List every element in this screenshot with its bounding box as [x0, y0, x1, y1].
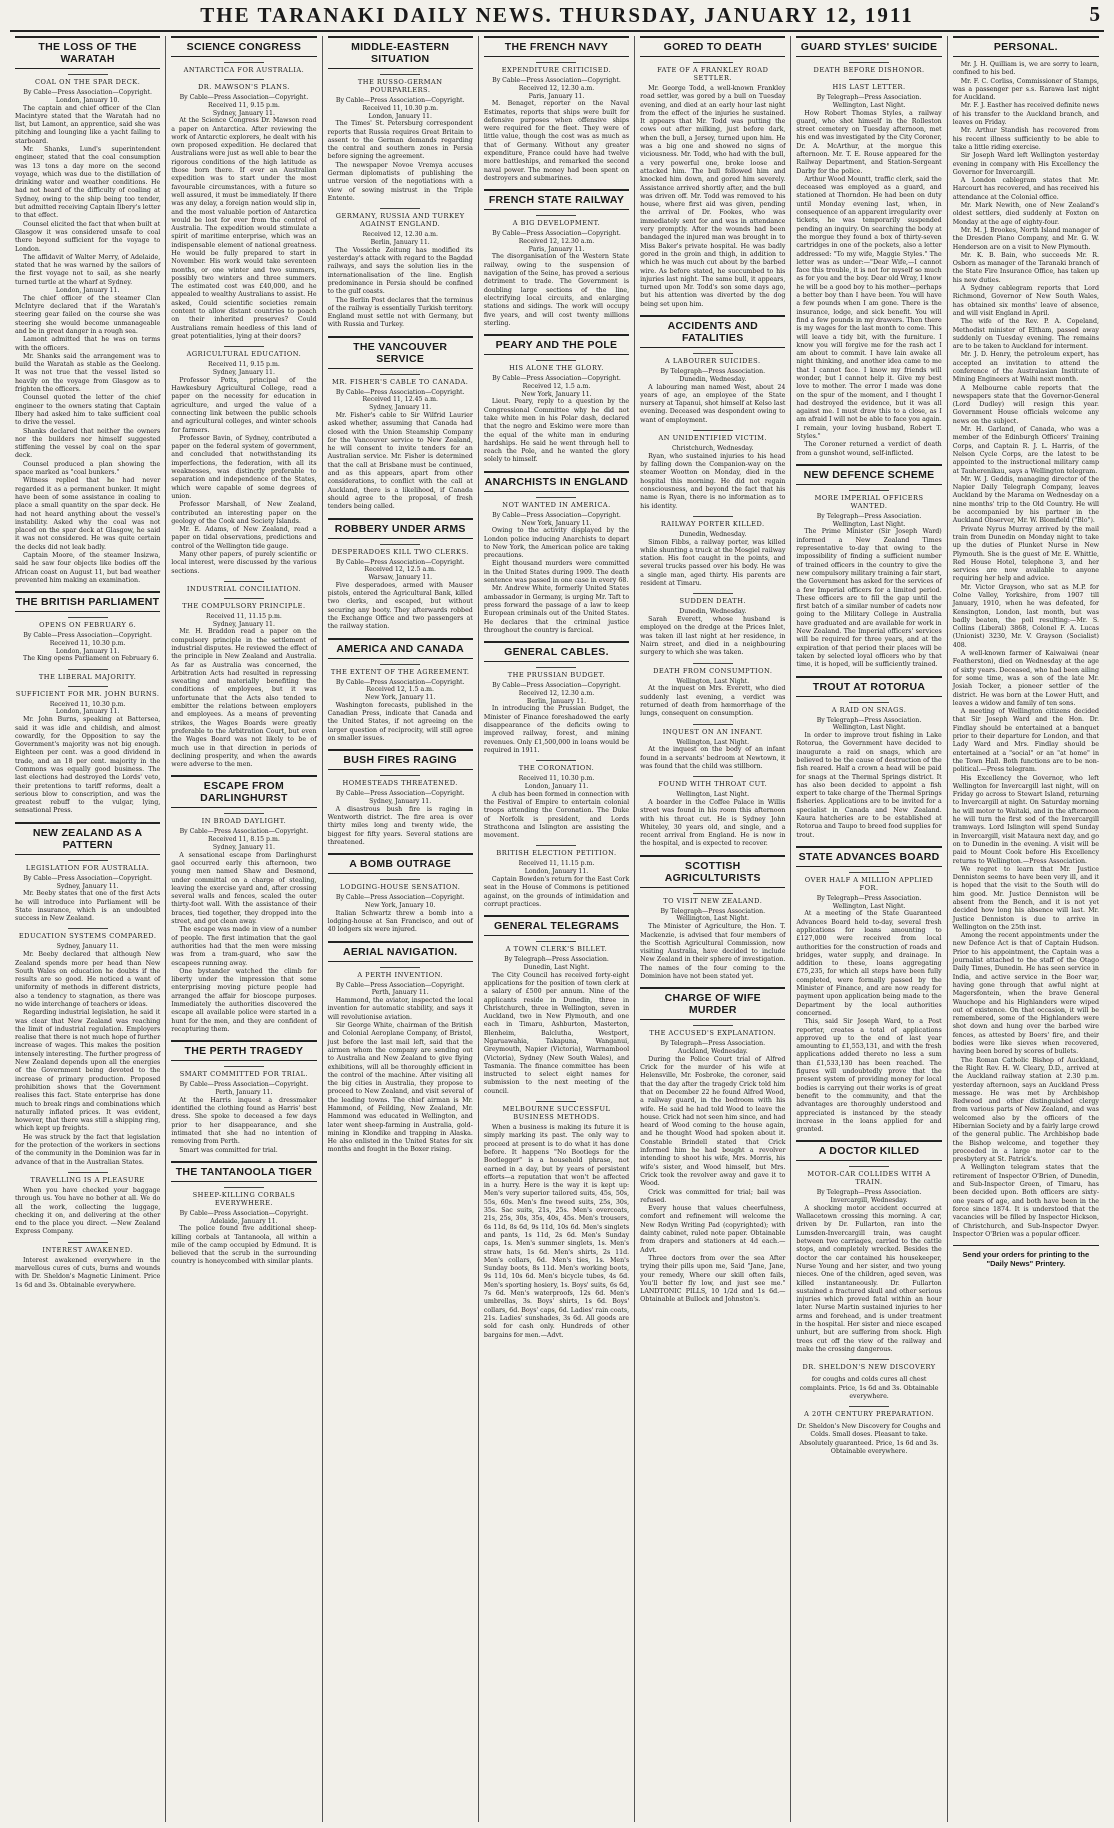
dateline: Christchurch, Wednesday.	[671, 445, 754, 452]
article-paragraph: A club has been formed in connection with the Festival of Empire to entertain colonial troops attending the Coronation. The Duke of Norfolk is president, and Lords Strathcona and Islington are assisting the movement.	[483, 790, 630, 840]
article-paragraph: Many other papers, of purely scientific or local interest, were discussed by the various sections.	[171, 551, 317, 575]
dateline: Sydney, January 11.	[212, 369, 275, 377]
dateline: By Cable—Press Association—Copyright.	[492, 77, 621, 84]
article-paragraph: At the inquest on Mrs. Everett, who died suddenly last evening, a verdict was returned of death from hæmorrhage of the lungs, consequent on consumption.	[640, 685, 786, 718]
article-subheading: AN UNIDENTIFIED VICTIM.	[640, 430, 785, 442]
article-subheading: SUFFICIENT FOR MR. JOHN BURNS.	[15, 686, 160, 698]
article-paragraph: Mr. Victor Grayson, who sat as M.P. for Colne Valley, Yorkshire, from 1907 till January, 1910, when he was defeated, for Kensington, London, last month, but was badly beaten, the poll resulting:—Mr. S. Collins (Liberal) 3868, Colonel F. A. Lucas (Unionist) 3230, Mr. V. Grayson (Socialist) 408.	[952, 583, 1099, 649]
article-paragraph: At the Science Congress Dr. Mawson read a paper on Antarctica. After reviewing the work of Antarctic explorers, he dealt with his own proposed expedition. He declared that Australians were just as well able to bear the rigorous conditions of the high latitude as those born there. If ever an Australian expedition was to start under the most favourable circumstances, with a future so well assured, it must be immediately. If there was any delay, a foreign nation would slip in, and the most valuable portion of Antarctica would be lost for ever from the control of Australia. The expedition would stimulate a spirit of maritime enterprise, which was an indispensable element of national greatness. He would be fully prepared to start in November. His work would take seventeen months, or one winter and two summers, possibly two winters and three summers. The estimated cost was £40,000, and he appealed to wealthy Australians to assist. He asked, Could scientific societies remain content to allow distant countries to poach on their inherited preserves? Could Australians remain heedless of this land of great potentialities, lying at their doors?	[171, 117, 317, 340]
article-paragraph: Eight thousand murders were committed in the United States during 1909. The death sentence was passed in one case in every 68.	[483, 560, 630, 585]
article-paragraph: The disorganisation of the Western State railway, owing to the suspension of navigation of the Seine, has proved a serious detriment to trade. The Government is doubling large sections of the line, electrifying local circuits, and enlarging stations and sidings. The work will occupy five years, and will cost twenty millions sterling.	[483, 253, 630, 327]
article-paragraph: This, said Sir Joseph Ward, to a Post reporter, creates a total of applications approved up to the end of last year amounting to £1,553,131, and with the fresh applications added thereto no less a sum than £1,533,130 has been reached. The figures will undoubtedly prove that the present system of providing money for local bodies is carrying out their works is of great benefit to the community, and that the advantages are thoroughly understood and appreciated is instanced by the steady increase in the loans applied for and granted.	[796, 1018, 942, 1134]
article-paragraph: Shanks declared that neither the owners nor the builders nor himself suggested stiffening the vessel by coal on the spar deck.	[15, 427, 161, 460]
article-subheading: MR. FISHER'S CABLE TO CANADA.	[328, 374, 473, 386]
article-subheading: EDUCATION SYSTEMS COMPARED.	[15, 928, 160, 940]
dateline: Adelaide, January 11.	[210, 1217, 278, 1225]
dateline: Wellington, Last Night.	[676, 915, 750, 923]
article-subheading: THE LIBERAL MAJORITY.	[15, 669, 160, 681]
article-paragraph: Mr. J. H. Quilliam is, we are sorry to learn, confined to his bed.	[952, 61, 1099, 77]
page-number: 5	[1089, 2, 1100, 26]
dateline: By Cable—Press Association—Copyright.	[492, 511, 621, 519]
dateline: By Cable—Press Association—Copyright.	[335, 790, 465, 798]
article-headline: THE LOSS OF THE WARATAH	[15, 36, 160, 69]
dateline: Received 11, 11.15 p.m.	[206, 612, 282, 620]
article-paragraph: A meeting of Wellington citizens decided that Sir Joseph Ward and the Hon. Dr. Findlay should be entertained at a banquet prior to their departure for London, and that Lady Ward and Mrs. Findlay should be entertained at a "social" or an "at home" in the Town Hall. Both functions are to be non-political.—Press telegram.	[952, 708, 1099, 774]
article-subheading: SHEEP-KILLING CORBALS EVERYWHERE.	[171, 1187, 316, 1207]
dateline: By Cable—Press Association—Copyright.	[335, 97, 465, 104]
article-paragraph: Lieut. Peary, reply to a question by the Congressional Committee why he did not take white men in his Polar dash, declared that the negro and Eskimo were more than the equal of the white man in enduring hardships. He said he went through hell to reach the Pole, and he wanted the glory solely to himself.	[483, 398, 630, 464]
column-3	[323, 36, 479, 1822]
dateline: Sydney, January 11.	[212, 620, 275, 628]
dateline: Warsaw, January 11.	[368, 574, 433, 581]
dateline: Received 12, 1.5 a.m.	[366, 686, 435, 694]
article-paragraph: A Wellington telegram states that the retirement of Inspector O'Brien, of Dunedin, and Sub-Inspector Green, of Timaru, has been decided upon. Both officers are sixty-one years of age, and both have been in the force since 1874. It is understood that the vacancies will be filled by Inspector Hickson, of Christchurch, and Sub-Inspector Dwyer. Inspector O'Brien was a popular officer.	[952, 1164, 1099, 1238]
article-headline: ANARCHISTS IN ENGLAND	[484, 471, 629, 492]
dateline: Wellington, Last Night.	[832, 902, 906, 910]
dateline: By Cable—Press Association—Copyright.	[179, 828, 309, 836]
dateline: Berlin, January 11.	[370, 238, 430, 246]
dateline: Received 11, 10.30 p.m.	[518, 775, 595, 783]
dateline: New York, January 11.	[521, 390, 592, 398]
article-subheading: SMART COMMITTED FOR TRIAL.	[171, 1066, 316, 1078]
article-subheading: A TOWN CLERK'S BILLET.	[484, 941, 629, 953]
article-paragraph: Mr. Beeby states that one of the first Acts he will introduce into Parliament will be State insurance, which is an undoubted success in New Zealand.	[15, 890, 161, 923]
article-headline: ROBBERY UNDER ARMS	[328, 518, 473, 539]
article-headline: ESCAPE FROM DARLINGHURST	[171, 775, 316, 808]
article-paragraph: Mr. Arthur Standish has recovered from his recent illness sufficiently to be able to take a little riding exercise.	[952, 127, 1099, 151]
article-subheading: THE COMPULSORY PRINCIPLE.	[171, 598, 316, 610]
dateline: Sydney, January 11.	[369, 404, 432, 412]
dateline: By Cable—Press Association—Copyright.	[492, 230, 621, 238]
dateline: By Telegraph—Press Association.	[816, 512, 922, 520]
article-subheading: DR. MAWSON'S PLANS.	[171, 79, 316, 91]
dateline: Dunedin, Last Night.	[523, 963, 590, 971]
article-subheading: HOMESTEADS THREATENED.	[328, 775, 473, 787]
dateline: By Telegraph—Press Association.	[504, 956, 609, 964]
article-paragraph: Mr. F. C. Corliss, Commissioner of Stamps, was a passenger per s.s. Rarawa last night for Auckland.	[952, 77, 1099, 102]
dateline: Dunedin, Wednesday.	[679, 530, 747, 538]
article-paragraph: A shocking motor accident occurred at Wallacetown crossing this morning. A car, driven by Dr. Fullarton, ran into the Lumsden-Invercargill train, was caught between two carriages, carried to the cattle stops, and completely wrecked. Besides the doctor the car contained his housekeeper, Nurse Young and her sister, and two young nieces. One of the children, aged seven, was killed instantaneously. Dr. Fullarton sustained a fractured skull and other serious injuries which proved fatal within an hour later. Nurse Martin sustained injuries to her arms and forehead, and is under treatment in the hospital. Her sister and niece escaped unhurt, but are suffering from shock. High trees cut off the view of the railway and make the crossing dangerous.	[796, 1204, 942, 1353]
dateline: Auckland, Wednesday.	[677, 1048, 748, 1056]
article-subheading: A PERTH INVENTION.	[328, 967, 473, 979]
column-6	[791, 36, 947, 1822]
article-paragraph: Arthur Wood Mountt, traffic clerk, said the deceased was employed as a guard, and stationed at Thorndon. He had been on duty until Monday evening last, when, in consequence of an apparent irregularity over tickets, he was temporarily suspended pending an inquiry. On searching the body at the morgue they found a box of thirty-seven cartridges in one of the pockets, also a letter addressed: "To my wife, Maggie Styles." The letter was as under:—"Dear Wife,—I cannot face this trouble, it is not for myself so much as for you and the boy. Dear old Wray, I know he will be a good boy to his mother—perhaps a better boy than I have been. You will have a few pounds when I am gone. There is the insurance, lodge, and sick benefit. You will find a few pounds in my drawers. Then there is my wages for the last month to come. This will leave a tidy bit, with the furniture. I know you will forgive me for the rash act I am about to commit. I have lain awake all night thinking, and another idea came to me that I cannot face. I know my friends will wonder, but I cannot help it. Give my best love to mother. The error I made was done on the spur of the moment, and I thought I had destroyed the evidence, but it was all against me. I must draw this to a close, as I am afraid I will not be able to face you again. I remain, your loving husband, Robert T. Styles."	[796, 175, 942, 441]
article-paragraph: Captain Moore, of the steamer Insizwa, said he saw four objects like bodies off the African coast on August 11, but bad weather prevented him making an examination.	[15, 551, 161, 584]
article-paragraph: Washington forecasts, published in the Canadian Press, indicate that Canada and the United States, if not agreeing on the larger question of reciprocity, will still agree on smaller issues.	[327, 701, 473, 742]
article-paragraph: Professor Bavin, of Sydney, contributed a paper on the federal system of government, and concluded that notwithstanding its imperfections, the federation, with all its weaknesses, was distinctly preferable to separation and independence of the States, which were capable of some degrees of union.	[171, 434, 317, 500]
article-paragraph: Italian Schwartz threw a bomb into a lodging-house at San Francisco, and out of 40 lodgers six were injured.	[327, 909, 473, 934]
article-paragraph: He was struck by the fact that legislation for the protection of the workers in sections of the community in the Dominion was far in advance of that in the Australian States.	[15, 1133, 161, 1166]
article-headline: AERIAL NAVIGATION.	[328, 941, 473, 962]
dateline: By Telegraph—Press Association.	[816, 716, 922, 724]
dateline: By Telegraph—Press Association.	[660, 368, 766, 376]
article-subheading: THE CORONATION.	[484, 760, 629, 772]
article-paragraph: Mr. Shanks, Lund's superintendent engineer, stated that the coal consumption was 13 tons a day more on the second voyage, which was due to the distillation of drinking water and weather conditions. He had not heard of the difficulty of coaling at Sydney, owing to the ship being too tender, but admitted receiving Captain Ilbery's letter to that effect.	[15, 145, 161, 220]
article-subheading: FOUND WITH THROAT CUT.	[640, 776, 785, 788]
article-paragraph: The City Council has received forty-eight applications for the position of town clerk at a salary of £500 per annum. Nine of the applicants reside in Dunedin, three in Christchurch, three in Wellington, seven in Auckland, two in New Plymouth, and one each in Timaru, Ashburton, Masterton, Blenheim, Balclutha, Westport, Ngaruawahia, Takapuna, Wanganui, Greymouth, Napier (Victoria), Warrnambool (Victoria), Sydney (New South Wales), and Tasmania. The finance committee has been instructed to select eight names for submission to the next meeting of the council.	[483, 971, 630, 1095]
article-paragraph: The King opens Parliament on February 6.	[23, 655, 159, 663]
column-4	[479, 36, 635, 1822]
dateline: Sydney, January 11.	[212, 109, 275, 117]
article-subheading: NOT WANTED IN AMERICA.	[484, 497, 629, 509]
article-headline: CHARGE OF WIFE MURDER	[640, 987, 785, 1020]
article-paragraph: A Sydney cablegram reports that Lord Richmond, Governor of New South Wales, has obtained six months' leave of absence, and will visit England in April.	[952, 285, 1099, 317]
article-paragraph: A boarder in the Coffee Palace in Willis street was found in his room this afternoon with his throat cut. He is Sydney John Whiteley, 30 years old, and single, and a recent arrival from England. He is now in the hospital, and is expected to recover.	[640, 798, 786, 848]
dateline: New York, January 11.	[521, 519, 592, 527]
article-subheading: EXPENDITURE CRITICISED.	[484, 62, 629, 74]
article-paragraph: When you have checked your baggage through us. You have no bother at all. We do all the work, collecting the luggage, checking it on, and delivering at the other end to the place you direct. —New Zealand Express Company.	[15, 1186, 161, 1236]
article-headline: PEARY AND THE POLE	[484, 334, 629, 355]
article-paragraph: Mr. George Todd, a well-known Frankley road settler, was gored by a bull on Tuesday evening, and died at an early hour last night from the effect of the injuries he sustained. It appears that Mr. Todd was putting the cows out after milking, just before dark, when the bull, a Jersey, turned upon him. He was a big one and showed no signs of viciousness. Mr. Todd, who had with the bull, a very powerful one, broke loose and attacked him. The bull followed him and knocked him down, and gored him severely. Assistance arrived shortly after, and the bull was driven off. Mr. Todd was removed to his house, where first aid was given, pending the arrival of Dr. Fookes, who was immediately sent for and was in attendance very promptly. After the wounds had been bandaged the injured man was brought in to Miss Baker's private hospital. He was badly gored in the groin and thigh, in addition to which he was much cut about by the barbed wire. As before stated, he succumbed to his injuries last night. The same bull, it appears, turned upon Mr. Todd's son some days ago, but his attention was diverted by the dog being set upon him.	[640, 85, 786, 308]
dateline: Wellington, Last Night.	[832, 724, 906, 732]
dateline: By Telegraph—Press Association.	[816, 94, 922, 101]
dateline: By Cable—Press Association—Copyright.	[335, 678, 465, 686]
article-paragraph: Sarah Everett, whose husband is employed on the dredge at the Prices Inlet, was taken ill last night at her residence, in Nairn street, and died in a neighbouring surgery to which she was taken.	[640, 616, 786, 657]
dateline: By Cable—Press Association—Copyright.	[179, 1209, 309, 1217]
article-paragraph: The Berlin Post declares that the terminus of the railway is essentially Turkish territory. England must settle not with Germany, but with Russia and Turkey.	[327, 296, 473, 329]
article-paragraph: Counsel quoted the letter of the chief engineer to the owners stating that Captain Ilbery had asked him to take sufficient coal to drive the vessel.	[15, 394, 161, 427]
column-1	[10, 36, 166, 1822]
dateline: By Cable—Press Association—Copyright.	[179, 94, 309, 101]
dateline: Dunedin, Wednesday.	[679, 608, 747, 616]
article-subheading: SUDDEN DEATH.	[640, 593, 785, 605]
article-paragraph: The Coroner returned a verdict of death from a gunshot wound, self-inflicted.	[796, 441, 942, 457]
article-paragraph: Professor Marshall, of New Zealand, contributed an interesting paper on the geology of the Cook and Society Islands.	[171, 501, 317, 525]
article-paragraph: The affidavit of Walter Merry, of Adelaide, stated that he was warned by the sailors of the first voyage not to sail, as she nearly turned turtle at the wharf at Sydney.	[15, 253, 161, 286]
article-paragraph: Smart was committed for trial.	[179, 1146, 278, 1154]
article-subheading: A BIG DEVELOPMENT.	[484, 215, 629, 227]
dateline: By Cable—Press Association—Copyright.	[492, 682, 621, 690]
article-paragraph: Counsel produced a plan showing the space marked as "coal bunkers."	[15, 460, 161, 477]
article-paragraph: In introducing the Prussian Budget, the Minister of Finance foreshadowed the early disappearance of the deficits owing to improved railway, forest, and mining revenues. Only £1,500,000 in loans would be required in 1911.	[483, 705, 630, 754]
columns	[10, 36, 1104, 1822]
advertisement-text: for coughs and colds cures all chest complaints. Price, 1s 6d and 3s. Obtainable everywhere.	[799, 1376, 939, 1400]
article-headline: NEW ZEALAND AS A PATTERN	[15, 822, 160, 855]
article-subheading: RAILWAY PORTER KILLED.	[640, 516, 785, 528]
article-headline: GENERAL CABLES.	[484, 641, 629, 662]
dateline: London, January 11.	[524, 868, 589, 876]
article-headline: THE TANTANOOLA TIGER	[171, 1161, 316, 1182]
dateline: Paris, January 11.	[528, 245, 585, 253]
dateline: New York, January 11.	[365, 694, 436, 702]
article-paragraph: Interest awakened everywhere in the marvellous cures of cuts, burns and wounds with Dr. Sheldon's Magnetic Liniment. Price 1s 6d and 3s. Obtainable everywhere.	[15, 1256, 161, 1289]
article-subheading: IN BROAD DAYLIGHT.	[171, 813, 316, 825]
article-subheading: ANTARCTICA FOR AUSTRALIA.	[171, 62, 316, 74]
article-paragraph: Professor Potts, principal of the Hawkesbury Agricultural College, read a paper on the necessity for education in agriculture, and urged the value of a connecting link between the public schools and agricultural colleges, and winter schools for farmers.	[171, 376, 317, 434]
article-headline: SCIENCE CONGRESS	[171, 36, 316, 57]
article-subheading: MORE IMPERIAL OFFICERS WANTED.	[796, 490, 941, 510]
dateline: Paris, January 11.	[528, 92, 585, 100]
dateline: By Cable—Press Association—Copyright.	[179, 1081, 309, 1089]
article-paragraph: In order to improve trout fishing in Lake Rotorua, the Government have decided to inaugurate a raid on snags, which are believed to be the cause of destruction of the fish reared. Half a crown a head will be paid for snags at the Thermal Springs district. It has also been decided to appoint a fish expert to take charge of the Thermal Springs fisheries. Applications are to be invited for a specialist in Canada and New Zealand. Kaura hatcheries are to be established at Rotorua and Taupo to breed food supplies for trout.	[796, 732, 942, 839]
dateline: By Cable—Press Association—Copyright.	[335, 388, 465, 396]
article-paragraph: Mr. E. Adams, of New Zealand, read a paper on tidal observations, predictions and control of the Wellington tide gauge.	[171, 526, 317, 550]
article-paragraph: Witness replied that he had never regarded it as a permanent bunker. It might have been of some assistance in coaling to place a small quantity on the spar deck. He had not heard anything about the vessel's instability. Asked why the coal was not placed on the spar deck at Glasgow, he said it was not considered. He was quite certain the decks did not leak badly.	[15, 477, 161, 551]
article-headline: MIDDLE-EASTERN SITUATION	[328, 36, 473, 69]
article-paragraph: The police found five additional sheep-killing corbals at Tantanoola, all within a mile of the camp occupied by Edmund. It is believed that the scrub in the surrounding country is honeycombed with similar plants.	[171, 1225, 317, 1266]
article-headline: A BOMB OUTRAGE	[328, 853, 473, 874]
article-paragraph: The Prime Minister (Sir Joseph Ward) informed a New Zealand Times representative to-day that owing to the impossibility of finding a sufficient number of trained officers in the country to give the new compulsory military training a fair start, the Government has asked for the services of a few Imperial officers for a limited period. These officers are to fill the gap until the first batch of a similar number of cadets now going to the Military College in Australia have graduated and are available for work in New Zealand. The Imperial officers' services will be required for three years, and at the expiration of that period their places will be taken by selected loyal officers who by that time, it is hoped, will be sufficiently trained.	[796, 528, 942, 669]
dateline: By Cable—Press Association—Copyright.	[335, 558, 465, 566]
article-subheading: THE EXTENT OF THE AGREEMENT.	[328, 664, 473, 676]
article-paragraph: Mr. Mark Newith, one of New Zealand's oldest settlers, died suddenly at Foxton on Monday at the age of eighty-four.	[952, 202, 1099, 226]
article-subheading: OVER HALF A MILLION APPLIED FOR.	[796, 872, 941, 892]
dateline: By Cable—Press Association—Copyright.	[23, 874, 152, 882]
article-paragraph: At the Harris inquest a dressmaker identified the clothing found as Harris' best dress. She spoke to deceased a few days prior to her disappearance, and she intimated that she had no intention of removing from Perth.	[171, 1096, 317, 1146]
article-headline: THE FRENCH NAVY	[484, 36, 629, 57]
article-paragraph: We regret to learn that Mr. Justice Denniston seems to have been very ill, and it is hoped that the visit to the South will do him good. Mr. Justice Denniston will be absent from the Bench, and it is not yet decided how long his absence will last. Mr. Justice Denniston is due to arrive in Wellington on the 25th inst.	[952, 865, 1099, 931]
dateline: Received 11, 10.30 p.m.	[49, 700, 126, 708]
dateline: Received 12, 12.5 a.m.	[364, 566, 436, 574]
article-paragraph: Regarding industrial legislation, he said it was clear that New Zealand was reaching the limit of industrial regulation. Employers realise that there is not much hope of further increase of wages. This makes the position intensely interesting. The further progress of New Zealand depends upon all the energies of the Government being devoted to the increase of primary production. Proposed prohibition shows that the Government realises this fact. State enterprise has done much to break rings and combinations which naturally inflated prices. It was evident, however, that there was still a shipping ring, which kept up freights.	[15, 1009, 161, 1133]
article-subheading: HIS ALONE THE GLORY.	[484, 360, 629, 372]
article-subheading: THE RUSSO-GERMAN POURPARLERS.	[328, 74, 473, 94]
article-subheading: INTEREST AWAKENED.	[15, 1242, 160, 1254]
article-subheading: THE ACCUSED'S EXPLANATION.	[640, 1025, 785, 1037]
dateline: London, January 11.	[368, 112, 432, 120]
article-subheading: A 20TH CENTURY PREPARATION.	[796, 1406, 941, 1418]
article-paragraph: M. Benaget, reporter on the Naval Estimates, reports that ships were built for defensive purposes when offensive ships were required for the fleet. They were of little value, though the cost was as much as that of Germany. Without any greater expenditure, France could have had twelve more battleships, and remarked the second naval power. The money had been spent on destroyers and submarines.	[483, 100, 630, 182]
article-subheading: COAL ON THE SPAR DECK.	[15, 74, 160, 86]
article-paragraph: A labouring man named West, about 24 years of age, an employee of the State nursery at Tapanui, shot himself at Kelso last evening. Deceased was despondent owing to want of employment.	[640, 383, 786, 424]
article-paragraph: One bystander watched the climb for liberty under the impression that some enterprising moving picture people had arranged the affair for bioscope purposes. Immediately the authorities discovered the escape all available police were started in a hunt for the men, and they are confident of recapturing them.	[171, 967, 317, 1033]
article-paragraph: Three doctors from over the sea After trying their pills upon me, Said "Jane, Jane, your remedy, Where our skill often fails, You'll better fly low, and just see me." LANDTONIC PILLS, 10 1/2d and 1s 6d.—Obtainable at Bullock and Johnston's.	[640, 1254, 786, 1304]
dateline: Invercargill, Wednesday.	[830, 1197, 908, 1205]
article-paragraph: A sensational escape from Darlinghurst gaol occurred early this afternoon, two young men named Shaw and Desmond, under committal on a charge of stealing, leaving the exercise yard and, after crossing several walls and fences, scaled the outer thirty-foot wall. With the assistance of their braces, tied together, they dropped into the street, and got clean away.	[171, 851, 317, 926]
article-subheading: LEGISLATION FOR AUSTRALIA.	[15, 860, 160, 872]
article-paragraph: Mr. J. D. Henry, the petroleum expert, has accepted an invitation to attend the conference of the Australasian Institute of Mining Engineers at Waihi next month.	[952, 351, 1099, 384]
article-paragraph: Captain Bowden's return for the East Cork seat in the House of Commons is petitioned against, on the grounds of intimidation and corrupt practices.	[483, 875, 630, 908]
article-paragraph: When a business is making its future it is simply marking its past. The only way to proceed at present is to do what it has done before. It happens "No Bootlegs for the Bootlegger" is a household phrase, not earned in a day, but by years of persistent efforts—a reputation that won't be affected in a hurry. Here is the way it is kept up: Men's very superior tailored suits, 45s, 50s, 55s, 60s. Men's fine tweed suits, 25s, 30s, 35s. Sac suits, 21s, 25s. Men's overcoats, 21s, 25s, 30s, 35s, 40s, 45s. Men's trousers, 6s 11d, 8s 6d, 9s 11d, 10s 6d. Men's singlets and pants, 1s 11d, 2s 6d. Men's Sunday caps, 1s. Men's summer singlets, 1s. Men's straw hats, 1s 6d. Men's shirts, 2s 11d. Men's collars, 6d. Men's ties, 1s. Men's Sunday boots, 8s 11d. Men's working boots, 9s 11d, 10s 6d. Men's bicycle tubes, 4s 6d. Men's sporting hosiery, 1s. Boys' suits, 6s 6d, 7s 6d. Men's waterproofs, 12s 6d. Men's umbrellas, 3s. Boys' shirts, 1s 6d. Boys' collars, 6d. Boys' caps, 6d. Ladies' rain coats, 21s. Ladies' sunshades, 3s 6d. All goods are sold for cash only. Hundreds of other bargains for men.—Advt.	[483, 1124, 630, 1339]
dateline: Received 12, 12.30 a.m.	[362, 231, 438, 239]
column-5	[635, 36, 791, 1822]
dateline: Wellington, Last Night.	[832, 101, 906, 109]
dateline: New York, January 10.	[365, 902, 436, 909]
dateline: Received 11, 8.15 p.m.	[208, 836, 280, 844]
article-subheading: THE PRUSSIAN BUDGET.	[484, 667, 629, 679]
column-2	[166, 36, 322, 1822]
article-headline: GENERAL TELEGRAMS	[484, 915, 629, 936]
article-paragraph: A well-known farmer of Kaiwaiwai (near Featherston), died on Wednesday at the age of sixty years. Deceased, who had been ailing for some time, was a son of the late Mr. Josiah Tocker, a pioneer settler of the district. He was born at the Lower Hutt, and leaves a widow and family of ten sons.	[952, 650, 1099, 707]
dateline: Perth, January 11.	[215, 1088, 273, 1096]
dateline: Received 11, 9.15 p.m.	[208, 101, 280, 109]
dateline: Received 11, 9.15 p.m.	[208, 361, 280, 369]
dateline: Wellington, Last Night.	[676, 791, 750, 799]
dateline: Received 11, 10.30 p.m.	[362, 104, 439, 112]
article-paragraph: Mr. F. J. Easther has received definite news of his transfer to the Auckland branch, and leaves on Friday.	[952, 102, 1099, 127]
article-paragraph: Every house that values cheerfulness, comfort and refinement will welcome the New Rodyn Writing Pad (copyrighted); with dainty cabinet, ruled note paper. Obtainable from drapers and stationers at 4d each.—Advt.	[640, 1205, 786, 1254]
dateline: Received 11, 12.45 a.m.	[362, 396, 438, 404]
article-paragraph: Mr. Fisher's cable to Sir Wilfrid Laurier asked whether, assuming that Canada had closed with the Union Steamship Company for the Vancouver service to New Zealand, he will consent to invite tenders for an Australian service. Mr. Fisher is determined that the call at Brisbane must be continued, and as this appears, apart from other considerations, to conflict with the call at Auckland, there is a likelihood, if Canada should agree to the proposal, of fresh tenders being called.	[327, 411, 473, 511]
masthead	[10, 0, 1104, 32]
article-headline: STATE ADVANCES BOARD	[796, 846, 941, 867]
article-headline: GORED TO DEATH	[640, 36, 785, 57]
dateline: Received 12, 12.30 a.m.	[518, 84, 595, 92]
article-paragraph: The newspaper Novoe Vremya accuses German diplomatists of publishing the untrue version of the negotiations with a view of sowing mistrust in the Triple Entente.	[327, 161, 473, 202]
article-paragraph: At the inquest on the body of an infant found in a servants' bedroom at Newtown, it was found that the child was stillborn.	[640, 746, 786, 770]
article-subheading: FATE OF A FRANKLEY ROAD SETTLER.	[640, 62, 785, 82]
article-paragraph: Mr. Beeby declared that although New Zealand spends more per head than New South Wales on education he doubts if the results are so good. He noticed a want of uniformity of methods in different districts, also a tendency to stagnation, as there was no wide interchange of teachers or ideas.	[15, 951, 161, 1008]
dateline: Received 12, 12.30 a.m.	[518, 689, 595, 697]
article-subheading: MOTOR-CAR COLLIDES WITH A TRAIN.	[796, 1166, 941, 1186]
article-subheading: INQUEST ON AN INFANT.	[640, 724, 785, 736]
dateline: By Cable—Press Association—Copyright.	[335, 981, 465, 989]
article-subheading: TRAVELLING IS A PLEASURE	[15, 1172, 160, 1184]
article-headline: SCOTTISH AGRICULTURISTS	[640, 855, 785, 888]
article-paragraph: Sir Joseph Ward left Wellington yesterday evening in company with His Excellency the Governor for Invercargill.	[952, 152, 1099, 176]
dateline: By Cable—Press Association—Copyright.	[492, 375, 621, 383]
article-subheading: MELBOURNE SUCCESSFUL BUSINESS METHODS.	[484, 1101, 629, 1121]
dateline: By Cable—Press Association—Copyright.	[335, 894, 465, 902]
article-subheading: DESPERADOES KILL TWO CLERKS.	[328, 544, 473, 556]
column-7	[948, 36, 1104, 1822]
article-paragraph: The escape was made in view of a number of people. The first intimation that the gaol authorities had that the men were missing was from a tram-guard, who saw the escapees running away.	[171, 926, 317, 967]
article-paragraph: The captain and chief officer of the Clan Macintyre stated that the Waratah had no list, but Lamont, an apprentice, said she was pitching and lounging like a yacht failing to starboard.	[15, 104, 161, 145]
article-paragraph: During the Police Court trial of Alfred Crick for the murder of his wife at Helensville, Mr. Fosbroke, the coroner, said that the day after the tragedy Crick told him that on December 22 he found Alfred Wood, a railway guard, in the bedroom with his wife. He said he had told Wood to leave the house. Crick had not seen him since, and had heard of Wood coming to the house again, and he thought Wood had spoken about it. Constable Brindell stated that Crick informed him he had bought a revolver intending to shoot his wife, Mrs. Morris, his wife's sister, and Wood himself, but Mrs. Crick took the revolver away and gave it to Wood.	[640, 1055, 786, 1188]
article-headline: GUARD STYLES' SUICIDE	[796, 36, 941, 57]
article-paragraph: Sir George White, chairman of the British and Colonial Aeroplane Company, of Bristol, just before the last mail left, said that the airmen whom the company are sending out to Australia and New Zealand to give flying exhibitions, will all be thoroughly efficient in the control of the machine. After visiting all the big cities in Australia, they propose to proceed to New Zealand, and visit several of the leading towns. The chief airman is Mr. Hammond, of Feilding, New Zealand, Mr. Hammond was educated in Wellington, and later went sheep-farming in Australia, gold-mining in Klondike and trapping in Alaska. He also enlisted in the United States for six months and fought in the Boxer rising.	[327, 1022, 473, 1154]
article-paragraph: Mr. W. J. Geddis, managing director of the Napier Daily Telegraph Company, leaves Auckland by the Marama on Wednesday on a nine months' trip to the Old Country. He will be accompanied by his partner in the Auckland Observer, Mr. W. Blomfield ("Blo").	[952, 475, 1099, 525]
dateline: Wellington, Last Night.	[832, 520, 906, 528]
article-paragraph: Mr. H. Braddon read a paper on the compulsory principle in the settlement of industrial disputes. He reviewed the effect of the principle in New Zealand and Australia. As far as Australia was concerned, the Arbitration Acts had resulted in repressing sweating and materially benefiting the conditions of employees, but it was unfortunate that the Acts also tended to embitter the relations between employers and employees. As a means of preventing strikes, the Wages Boards were greatly preferable to the Arbitration Court, but even the Wages Board was not likely to be of much use in that direction in periods of declining prosperity, and when the awards were adverse to the men.	[171, 628, 317, 769]
article-subheading: A LABOURER SUICIDES.	[640, 353, 785, 365]
masthead-title: THE TARANAKI DAILY NEWS. THURSDAY, JANUARY 12, 1911	[200, 2, 914, 27]
dateline: Sydney, January 11.	[212, 843, 275, 851]
dateline: By Telegraph—Press Association.	[816, 894, 922, 902]
dateline: By Telegraph—Press Association.	[816, 1189, 922, 1197]
article-paragraph: Hammond, the aviator, inspected the local invention for automatic stability, and says it will revolutionise aviation.	[327, 997, 473, 1021]
article-subheading: AGRICULTURAL EDUCATION.	[171, 346, 316, 358]
article-paragraph: Ryan, who sustained injuries to his head by falling down the Companion-way on the steamer Wootton on Monday, died in the hospital this morning. He did not regain consciousness, and beyond the fact that his name is Ryan, there is no information as to his identity.	[640, 452, 786, 510]
article-headline: AMERICA AND CANADA	[328, 638, 473, 659]
article-paragraph: How Robert Thomas Styles, a railway guard, who shot himself in the Rolleston street cemetery on Tuesday afternoon, met his end was investigated by the City Coroner, Dr. A. McArthur, at the morgue this afternoon. Mr. T. E. Rouse appeared for the Railway Department, and Station-Sergeant Darby for the police.	[796, 109, 942, 175]
article-headline: THE BRITISH PARLIAMENT	[15, 591, 160, 612]
article-paragraph: A Melbourne cable reports that the newspapers state that the Governor-General (Lord Dudley) will resign this year. Government House officials welcome any news on the subject.	[952, 384, 1099, 425]
dateline: Sydney, January 11.	[369, 798, 432, 806]
dateline: Sydney, January 11.	[56, 943, 119, 951]
article-headline: THE VANCOUVER SERVICE	[328, 336, 473, 369]
article-paragraph: The Vossiche Zeitung has modified its yesterday's attack with regard to the Bagdad railways, and says the solution lies in the internationalisation of the line. English predominance in Persia should be confined to the gulf coasts.	[327, 246, 473, 296]
article-paragraph: A London cablegram states that Mr. Harcourt has recovered, and has received his attendance at the Colonial office.	[952, 177, 1099, 201]
article-headline: THE PERTH TRAGEDY	[171, 1040, 316, 1061]
article-paragraph: Simon Fibbs, a railway porter, was killed while shunting a truck at the Mosgiel railway station. His foot caught in the points, and several trucks passed over his body. He was a single man, aged thirty. His parents are resident at Timaru.	[640, 538, 786, 588]
dateline: Wellington, Last Night.	[676, 738, 750, 746]
article-paragraph: Lamont admitted that he was on terms with the officers.	[15, 336, 161, 352]
article-paragraph: Mr. M. J. Brookes, North Island manager of the Dresden Piano Company, and Mr. G. W. Henderson are on a visit to New Plymouth.	[952, 226, 1099, 251]
dateline: Wellington, Last Night.	[676, 677, 750, 685]
dateline: Berlin, January 11.	[526, 697, 587, 705]
article-paragraph: The chief officer of the steamer Clan McIntyre declared that if the Waratah's steering gear failed on the course she was steering she would become unmanageable and be in great danger in a rough sea.	[15, 294, 161, 335]
dateline: Received 11, 11.15 p.m.	[518, 860, 595, 868]
article-paragraph: Mr. Andrew White, formerly United States ambassador in Germany, is urging Mr. Taft to press forward the passage of a law to keep European criminals out of the United States. He declares that the criminal justice throughout the country is farcical.	[483, 585, 630, 634]
dateline: By Cable—Press Association—Copyright.	[23, 89, 152, 96]
article-subheading: LODGING-HOUSE SENSATION.	[328, 879, 473, 891]
dateline: London, January 10.	[55, 96, 120, 104]
article-subheading: GERMANY, RUSSIA AND TURKEY AGAINST ENGLAND.	[328, 208, 473, 228]
dateline: London, January 11.	[55, 287, 120, 295]
dateline: Perth, January 11.	[371, 989, 429, 997]
printery-advertisement: Send your orders for printing to the "Daily News" Printery.	[953, 1245, 1099, 1268]
article-headline: BUSH FIRES RAGING	[328, 749, 473, 770]
article-paragraph: A disastrous bush fire is raging in Wentworth district. The fire area is over thirty miles long and twenty wide, the biggest for fifty years. Several stations are threatened.	[327, 805, 473, 846]
dateline: Received 12, 1.5 a.m.	[522, 382, 591, 390]
article-paragraph: At a meeting of the State Guaranteed Advances Board held to-day, several fresh applications for loans amounting to £127,000 were received from local authorities for the construction of roads and bridges, water supply, and drainage. In addition to these, loans aggregating £75,235, for which all steps have been fully completed, were formally passed by the Minister of Finance, and are now ready for payment upon application being made to the Department by the local authorities concerned.	[796, 910, 942, 1017]
dateline: By Cable—Press Association—Copyright.	[23, 632, 152, 640]
dateline: Sydney, January 11.	[56, 882, 119, 890]
article-paragraph: Counsel elicited the fact that when built at Glasgow it was considered unsafe to coal there beyond sufficient for the voyage to London.	[15, 220, 161, 253]
article-headline: ACCIDENTS AND FATALITIES	[640, 315, 785, 348]
article-subheading: TO VISIT NEW ZEALAND.	[640, 893, 785, 905]
article-paragraph: Crick was committed for trial; bail was refused.	[640, 1188, 786, 1204]
dateline: By Telegraph—Press Association.	[660, 1040, 766, 1048]
article-headline: PERSONAL.	[953, 36, 1099, 57]
article-paragraph: The wife of the Rev. P. A. Copeland, Methodist minister of Eltham, passed away suddenly on Tuesday evening. The remains are to be taken to Auckland for interment.	[952, 318, 1099, 351]
dateline: Dunedin, Wednesday.	[679, 375, 747, 383]
dateline: Received 12, 12.30 a.m.	[518, 237, 595, 245]
article-paragraph: Among the recent appointments under the new Defence Act is that of Captain Hudson. Prior to his appointment, the Captain was a journalist attached to the staff of the Otago Daily Times, Dunedin. He has seen service in India, and active service in the Boer war, having gone through that awful night at Magersfontein, when the brave General Wauchope and his Highlanders were wiped out of existence. On that occasion, it will be remembered, some of the Highlanders were shot down and hung over the barbed wire fences, as attested by Boers' fire, and their bodies were like sieves when recovered, having been bored by scores of bullets.	[952, 932, 1099, 1056]
dateline: London, January 11.	[524, 782, 589, 790]
article-headline: NEW DEFENCE SCHEME	[796, 464, 941, 485]
article-paragraph: Mr. Shanks said the arrangement was to build the Waratah as stable as the Geelong. It was not true that the vessel listed so heavily on the voyage from Glasgow as to frighten the officers.	[15, 352, 161, 394]
article-paragraph: Mr. H. Garland, of Canada, who was a member of the Edinburgh Officers' Training Corps, and Captain R. J. L. Harris, of the Nelson Cycle Corps, are the latest to be appointed to the instructional military camp at Tauherenikau, says a Wellington telegram.	[952, 426, 1099, 475]
article-paragraph: Mr. K. B. Bain, who succeeds Mr. R. Osborn as manager of the Taranaki branch of the State Fire Insurance Office, has taken up his new duties.	[952, 251, 1099, 284]
article-paragraph: The Roman Catholic Bishop of Auckland, the Right Rev. H. W. Cleary, D.D., arrived at the Auckland railway station at 2.30 p.m. yesterday afternoon, says an Auckland Press message. He was met by Archbishop Redwood and other distinguished clergy from various parts of New Zealand, and was welcomed also by the officers of the Hibernian Society and by a fairly large crowd of the general public. The Archbishop bade the Bishop welcome, and together they proceeded in a large motor car to the presbytery at St. Patrick's.	[952, 1056, 1099, 1164]
article-subheading: OPENS ON FEBRUARY 6.	[15, 617, 160, 629]
article-subheading: INDUSTRIAL CONCILIATION.	[171, 581, 316, 593]
dateline: Received 11, 10.30 p.m.	[49, 639, 126, 647]
article-paragraph: Owing to the activity displayed by the London police inducing Anarchists to depart to New York, the American police are taking precautions.	[483, 527, 630, 560]
article-headline: A DOCTOR KILLED	[796, 1140, 941, 1161]
dateline: By Telegraph—Press Association.	[660, 907, 766, 915]
dateline: London, January 11.	[55, 647, 120, 655]
article-subheading: DR. SHELDON'S NEW DISCOVERY	[796, 1359, 941, 1371]
article-paragraph: The Times' St. Petersburg correspondent reports that Russia requires Great Britain to assent to the German demands regarding the central and southern zones in Persia before signing the agreement.	[327, 120, 473, 161]
article-paragraph: The Minister of Agriculture, the Hon. T. Mackenzie, is advised that four members of the Scottish Agricultural Commission, now visiting Australia, have decided to include New Zealand in their sphere of investigation. The names of the four coming to the Dominion have not been stated yet.	[640, 923, 786, 980]
article-headline: FRENCH STATE RAILWAY	[484, 189, 629, 210]
article-paragraph: His Excellency the Governor, who left Wellington for Invercargill last night, will on Friday go across to Stewart Island, returning to Invercargill at night. On Saturday morning he will motor to Waitaki, and in the afternoon he will turn the first sod of the Invercargill tramways. Lord Islington will spend Sunday in Invercargill, visit Mataura next day, and go on to Dunedin in the evening. A visit will be paid to Mount Cook before His Excellency returns to Wellington.—Press Association.	[952, 774, 1099, 865]
article-paragraph: Private Nyrus Murray arrived by the mail train from Dunedin on Monday night to take up the duties of Plunket Nurse in New Plymouth. She is the guest of Mr. E. Whittle, Red House Hotel, telephone 3, and her services are now available to anyone requiring her help and advice.	[952, 525, 1099, 583]
article-subheading: DEATH BEFORE DISHONOR.	[796, 62, 941, 74]
article-subheading: A RAID ON SNAGS.	[796, 702, 941, 714]
article-headline: TROUT AT ROTORUA	[796, 676, 941, 697]
article-subheading: DEATH FROM CONSUMPTION.	[640, 663, 785, 675]
article-paragraph: Five desperadoes, armed with Mauser pistols, entered the Agricultural Bank, killed two clerks, and escaped, but without securing any booty. They afterwards robbed the Exchange Office and two passengers at the railway station.	[327, 581, 473, 631]
dateline: London, January 11.	[55, 708, 120, 716]
article-subheading: HIS LAST LETTER.	[796, 79, 941, 91]
article-paragraph: Mr. John Burns, speaking at Battersea, said it was idle and childish, and almost cowardly, for the Opposition to say the Government's majority was not big enough. Eighteen per cent. was a good dividend in trade, and an 18 per cent. majority in the Commons was equally good business. The last elections had destroyed the Lords' veto, their pretentions to tariff reforms, dealt a serious blow to conscription, and was the greatest rebuff to the vulgar, lying, sensational Press.	[15, 716, 161, 815]
article-subheading: BRITISH ELECTION PETITION.	[484, 845, 629, 857]
advertisement-text: Dr. Sheldon's New Discovery for Coughs and Colds. Small doses. Pleasant to take. Absolutely guaranteed. Price, 1s 6d and 3s. Obtainable everywhere.	[797, 1423, 941, 1456]
